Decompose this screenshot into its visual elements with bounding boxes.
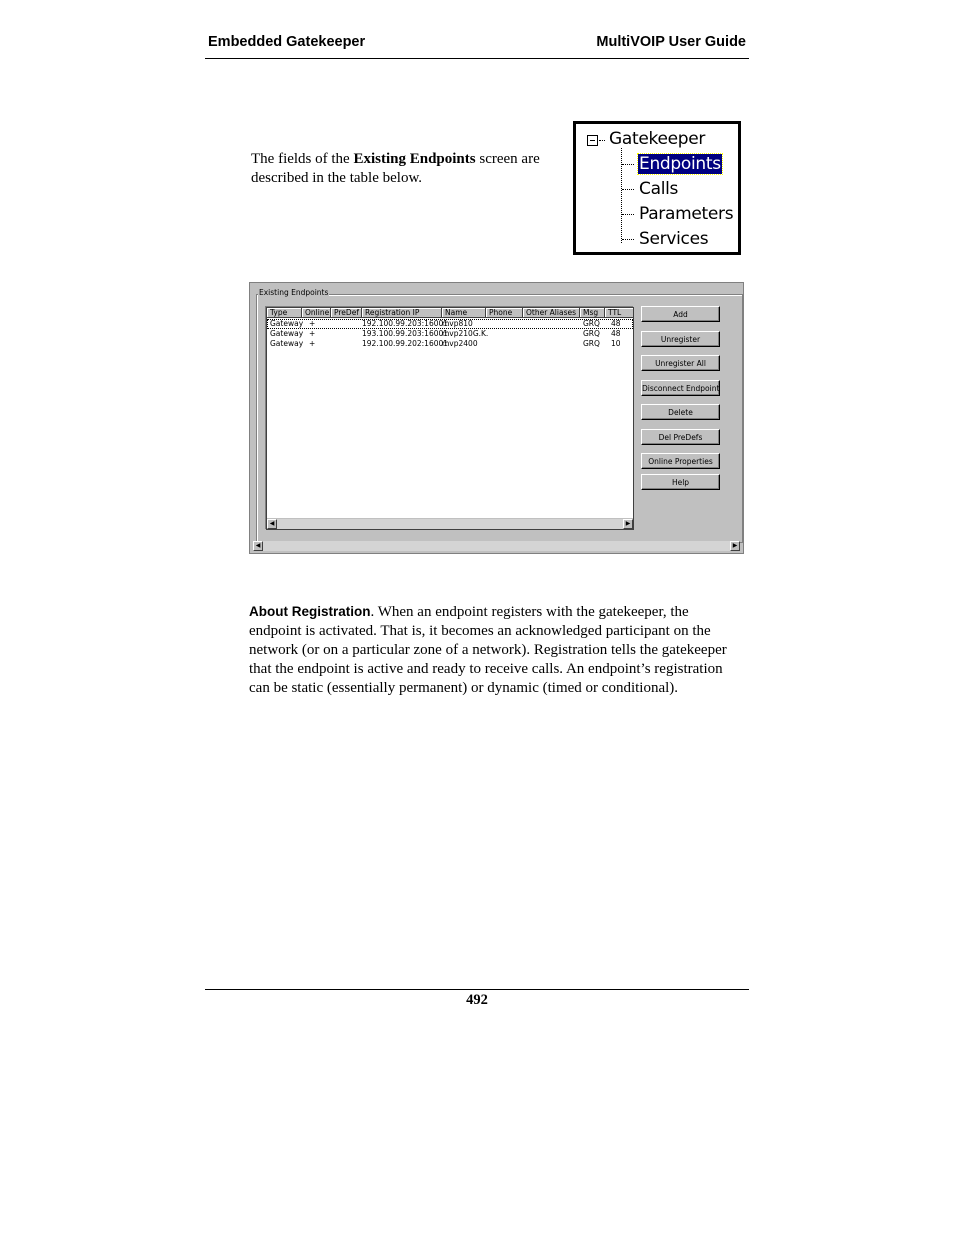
cell-name: mvp810 <box>442 319 473 328</box>
table-row[interactable] <box>267 339 633 349</box>
scroll-right-icon[interactable]: ▶ <box>623 519 633 529</box>
cell-msg: GRQ <box>583 329 600 338</box>
cell-registration-ip: 193.100.99.203:16001 <box>362 329 449 338</box>
column-header-msg[interactable]: Msg <box>580 308 605 318</box>
header-right-title: MultiVOIP User Guide <box>596 34 746 50</box>
column-header-phone[interactable]: Phone <box>486 308 523 318</box>
tree-connector <box>622 239 634 240</box>
cell-online: + <box>309 329 316 338</box>
cell-type: Gateway <box>270 339 304 348</box>
cell-msg: GRQ <box>583 339 600 348</box>
cell-ttl: 10 <box>611 339 621 348</box>
del-predefs-button[interactable]: Del PreDefs <box>641 429 720 445</box>
intro-paragraph <box>251 150 556 188</box>
cell-name: mvp210G.K. <box>442 329 489 338</box>
cell-ttl: 48 <box>611 329 621 338</box>
column-header-type[interactable]: Type <box>267 308 302 318</box>
group-label: Existing Endpoints <box>259 288 329 297</box>
table-row[interactable] <box>267 319 633 329</box>
header-rule <box>205 58 749 59</box>
page-number: 492 <box>466 992 488 1008</box>
header-left-title: Embedded Gatekeeper <box>208 34 366 50</box>
add-button[interactable]: Add <box>641 306 720 322</box>
tree-item-services[interactable]: Services <box>639 229 709 249</box>
tree-item-endpoints[interactable]: Endpoints <box>639 154 721 174</box>
about-registration-text: . When an endpoint registers with the gatekeeper, the endpoint is activated. That is, it becomes an acknowledged participant on the network (or on a particular zone of a network). Registration tells the gatekeeper that the endpoint is active and ready to receive calls. An endpoint’s registration can be static (essentially permanent) or dynamic (timed or conditional). <box>249 604 727 696</box>
table-row[interactable] <box>267 329 633 339</box>
tree-item-parameters[interactable]: Parameters <box>639 204 734 224</box>
cell-type: Gateway <box>270 319 304 328</box>
online-properties-button[interactable]: Online Properties <box>641 453 720 469</box>
tree-connector <box>622 189 634 190</box>
help-button[interactable]: Help <box>641 474 720 490</box>
unregister-button[interactable]: Unregister <box>641 331 720 347</box>
cell-registration-ip: 192.100.99.202:16001 <box>362 339 449 348</box>
cell-registration-ip: 192.100.99.203:16001 <box>362 319 449 328</box>
scroll-right-icon[interactable]: ▶ <box>730 541 740 551</box>
intro-text-post: screen are described in the table below. <box>251 151 540 186</box>
cell-name: mvp2400 <box>442 339 478 348</box>
column-header-predef[interactable]: PreDef <box>331 308 362 318</box>
footer-rule <box>205 989 749 990</box>
dialog-horizontal-scrollbar[interactable] <box>253 541 740 551</box>
tree-item-calls[interactable]: Calls <box>639 179 679 199</box>
column-header-name[interactable]: Name <box>442 308 486 318</box>
collapse-icon[interactable] <box>587 135 598 146</box>
column-header-online[interactable]: Online <box>302 308 331 318</box>
cell-online: + <box>309 339 316 348</box>
list-horizontal-scrollbar[interactable] <box>267 518 633 529</box>
column-header-ttl[interactable]: TTL <box>605 308 633 318</box>
scroll-left-icon[interactable]: ◀ <box>267 519 277 529</box>
cell-ttl: 48 <box>611 319 621 328</box>
endpoints-list[interactable] <box>266 307 634 530</box>
column-header-other-aliases[interactable]: Other Aliases <box>523 308 580 318</box>
delete-button[interactable]: Delete <box>641 404 720 420</box>
intro-text-pre: The fields of the <box>251 151 354 167</box>
cell-type: Gateway <box>270 329 304 338</box>
existing-endpoints-dialog <box>249 282 744 554</box>
disconnect-endpoint-button[interactable]: Disconnect Endpoint <box>641 380 720 396</box>
tree-connector <box>621 148 622 243</box>
cell-msg: GRQ <box>583 319 600 328</box>
tree-connector <box>622 164 634 165</box>
cell-online: + <box>309 319 316 328</box>
unregister-all-button[interactable]: Unregister All <box>641 355 720 371</box>
scroll-left-icon[interactable]: ◀ <box>253 541 263 551</box>
tree-root-gatekeeper[interactable]: Gatekeeper <box>609 129 706 149</box>
tree-connector <box>622 214 634 215</box>
gatekeeper-tree-panel <box>573 121 741 255</box>
intro-text-bold: Existing Endpoints <box>353 151 476 167</box>
about-registration-heading: About Registration <box>249 604 371 619</box>
tree-connector <box>599 140 605 141</box>
column-header-registration-ip[interactable]: Registration IP <box>362 308 442 318</box>
about-registration-paragraph <box>249 602 744 698</box>
